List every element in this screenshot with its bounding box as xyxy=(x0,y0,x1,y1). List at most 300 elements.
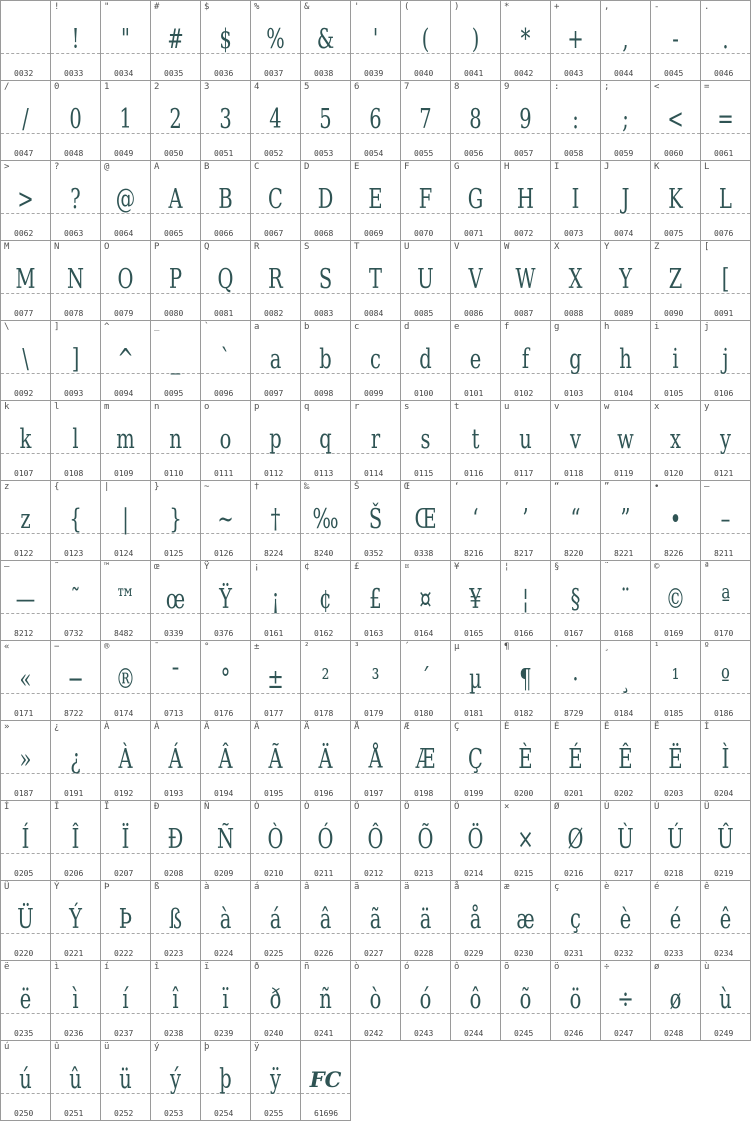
glyph-code: 0240 xyxy=(264,1029,284,1038)
glyph-cell xyxy=(251,561,301,641)
glyph-sample: » xyxy=(19,744,32,775)
glyph-label: ° xyxy=(204,642,210,652)
glyph-sample: J xyxy=(621,184,630,215)
glyph-cell xyxy=(651,241,701,321)
glyph-cell xyxy=(451,881,501,961)
glyph-code: 0033 xyxy=(64,69,84,78)
glyph-label: P xyxy=(154,242,160,252)
glyph-sample: — xyxy=(15,584,36,615)
glyph-sample: | xyxy=(122,504,129,535)
glyph-cell xyxy=(251,881,301,961)
glyph-code: 0223 xyxy=(164,949,184,958)
glyph-code: 0219 xyxy=(714,869,734,878)
glyph-cell xyxy=(1,241,51,321)
glyph-sample: ^ xyxy=(117,344,134,375)
glyph-sample: c xyxy=(370,344,381,375)
glyph-sample: % xyxy=(266,24,285,55)
glyph-cell xyxy=(151,1,201,81)
glyph-cell xyxy=(251,321,301,401)
glyph-cell xyxy=(101,881,151,961)
glyph-code: 0070 xyxy=(414,229,434,238)
glyph-code: 0168 xyxy=(614,629,634,638)
glyph-sample: ‘ xyxy=(472,504,479,535)
glyph-cell xyxy=(101,321,151,401)
glyph-code: 0236 xyxy=(64,1029,84,1038)
glyph-code: 0208 xyxy=(164,869,184,878)
glyph-sample: $ xyxy=(219,24,232,55)
glyph-sample: ñ xyxy=(319,984,332,1015)
glyph-label: Ê xyxy=(604,722,610,732)
glyph-sample: « xyxy=(19,664,32,695)
fc-logo-glyph: FC xyxy=(309,1067,342,1092)
glyph-cell xyxy=(651,881,701,961)
glyph-cell xyxy=(451,561,501,641)
glyph-code: 0165 xyxy=(464,629,484,638)
glyph-label: Ç xyxy=(454,722,460,732)
glyph-cell xyxy=(701,641,751,721)
glyph-label: ¢ xyxy=(304,562,310,572)
glyph-cell xyxy=(251,1,301,81)
glyph-cell xyxy=(601,561,651,641)
glyph-cell xyxy=(551,1,601,81)
glyph-sample: \ xyxy=(22,344,29,375)
glyph-code: 0080 xyxy=(164,309,184,318)
glyph-code: 8216 xyxy=(464,549,484,558)
glyph-cell xyxy=(601,321,651,401)
glyph-cell xyxy=(101,721,151,801)
glyph-cell xyxy=(551,641,601,721)
glyph-code: 0073 xyxy=(564,229,584,238)
glyph-label: ñ xyxy=(304,962,310,972)
glyph-sample: n xyxy=(169,424,182,455)
glyph-label: 2 xyxy=(154,82,160,92)
glyph-sample: 0 xyxy=(69,104,82,135)
glyph-label: ÷ xyxy=(604,962,610,972)
glyph-cell xyxy=(551,881,601,961)
glyph-sample: Ò xyxy=(267,824,284,855)
glyph-code: 0083 xyxy=(314,309,334,318)
glyph-sample: b xyxy=(319,344,332,375)
glyph-label: . xyxy=(704,2,710,12)
glyph-cell xyxy=(301,1041,351,1121)
glyph-sample: 2 xyxy=(169,104,182,135)
glyph-label: “ xyxy=(554,482,560,492)
glyph-cell xyxy=(451,161,501,241)
glyph-sample: Ö xyxy=(467,824,484,855)
glyph-cell xyxy=(601,641,651,721)
glyph-label: ã xyxy=(354,882,360,892)
glyph-sample: ˜ xyxy=(70,584,81,615)
glyph-label: 5 xyxy=(304,82,310,92)
glyph-sample: ô xyxy=(469,984,482,1015)
glyph-sample: Ú xyxy=(667,824,684,855)
glyph-code: 0210 xyxy=(264,869,284,878)
glyph-code: 0058 xyxy=(564,149,584,158)
glyph-sample: B xyxy=(218,184,233,215)
glyph-cell xyxy=(651,721,701,801)
glyph-cell xyxy=(201,561,251,641)
glyph-code: 0093 xyxy=(64,389,84,398)
glyph-code: 0243 xyxy=(414,1029,434,1038)
glyph-cell xyxy=(401,561,451,641)
glyph-code: 0121 xyxy=(714,469,734,478)
glyph-code: 0213 xyxy=(414,869,434,878)
glyph-sample: E xyxy=(368,184,383,215)
glyph-cell xyxy=(651,801,701,881)
glyph-cell xyxy=(651,81,701,161)
glyph-sample: Ä xyxy=(318,744,333,775)
glyph-code: 0233 xyxy=(664,949,684,958)
glyph-sample: ¤ xyxy=(419,584,432,615)
glyph-label: ô xyxy=(454,962,460,972)
glyph-code: 0352 xyxy=(364,549,384,558)
glyph-label: K xyxy=(654,162,660,172)
glyph-code: 8482 xyxy=(114,629,134,638)
glyph-code: 0185 xyxy=(664,709,684,718)
glyph-sample: y xyxy=(719,424,731,455)
glyph-label: u xyxy=(504,402,510,412)
glyph-label: Ä xyxy=(304,722,310,732)
glyph-cell xyxy=(451,401,501,481)
glyph-sample: Â xyxy=(218,744,233,775)
glyph-code: 0195 xyxy=(264,789,284,798)
glyph-cell xyxy=(51,721,101,801)
glyph-cell xyxy=(201,721,251,801)
glyph-sample: § xyxy=(570,584,581,615)
glyph-label: Ð xyxy=(154,802,160,812)
glyph-sample: − xyxy=(67,664,84,695)
glyph-sample: ; xyxy=(622,104,629,135)
glyph-sample: È xyxy=(518,744,533,775)
glyph-cell xyxy=(401,721,451,801)
glyph-cell xyxy=(201,961,251,1041)
glyph-cell xyxy=(301,81,351,161)
glyph-code: 0201 xyxy=(564,789,584,798)
glyph-cell xyxy=(301,801,351,881)
glyph-cell xyxy=(401,161,451,241)
glyph-code: 0248 xyxy=(664,1029,684,1038)
glyph-label: + xyxy=(554,2,560,12)
glyph-sample: R xyxy=(268,264,283,295)
glyph-label: w xyxy=(604,402,610,412)
glyph-code: 0046 xyxy=(714,69,734,78)
glyph-sample: á xyxy=(269,904,282,935)
glyph-sample: Í xyxy=(21,824,30,855)
glyph-sample: * xyxy=(520,24,531,55)
glyph-sample: ¦ xyxy=(522,584,529,615)
glyph-cell xyxy=(1,161,51,241)
glyph-code: 0197 xyxy=(364,789,384,798)
glyph-cell xyxy=(251,1041,301,1121)
glyph-label: i xyxy=(654,322,660,332)
glyph-sample: z xyxy=(20,504,31,535)
glyph-label: 6 xyxy=(354,82,360,92)
glyph-cell xyxy=(201,481,251,561)
glyph-code: 0169 xyxy=(664,629,684,638)
glyph-sample: X xyxy=(568,264,583,295)
glyph-sample: æ xyxy=(516,904,535,935)
glyph-cell xyxy=(101,1041,151,1121)
glyph-code: 0040 xyxy=(414,69,434,78)
glyph-label: ï xyxy=(204,962,210,972)
glyph-code: 0054 xyxy=(364,149,384,158)
glyph-label: Ñ xyxy=(204,802,210,812)
glyph-sample: û xyxy=(69,1064,82,1095)
glyph-label: ú xyxy=(4,1042,10,1052)
glyph-code: 0217 xyxy=(614,869,634,878)
glyph-label: ' xyxy=(354,2,360,12)
glyph-label: Ý xyxy=(54,882,60,892)
glyph-code: 0068 xyxy=(314,229,334,238)
glyph-cell xyxy=(651,641,701,721)
glyph-code: 0171 xyxy=(14,709,34,718)
glyph-cell xyxy=(551,81,601,161)
glyph-label: # xyxy=(154,2,160,12)
glyph-cell xyxy=(601,881,651,961)
glyph-cell xyxy=(601,481,651,561)
glyph-cell xyxy=(401,881,451,961)
glyph-label: $ xyxy=(204,2,210,12)
glyph-cell xyxy=(351,241,401,321)
glyph-sample: ' xyxy=(372,24,379,55)
glyph-label: k xyxy=(4,402,10,412)
glyph-label: ` xyxy=(204,322,210,332)
glyph-cell xyxy=(151,161,201,241)
glyph-label: r xyxy=(354,402,360,412)
glyph-code: 0032 xyxy=(14,69,34,78)
glyph-label: Û xyxy=(704,802,710,812)
glyph-cell xyxy=(51,241,101,321)
glyph-sample: t xyxy=(471,424,480,455)
glyph-sample: ³ xyxy=(371,664,380,695)
glyph-code: 0064 xyxy=(114,229,134,238)
glyph-label: > xyxy=(4,162,10,172)
glyph-label: Î xyxy=(54,802,60,812)
glyph-sample: ò xyxy=(369,984,382,1015)
glyph-cell xyxy=(201,241,251,321)
glyph-cell xyxy=(701,881,751,961)
glyph-code: 0241 xyxy=(314,1029,334,1038)
glyph-code: 8212 xyxy=(14,629,34,638)
glyph-cell xyxy=(701,721,751,801)
glyph-label: í xyxy=(104,962,110,972)
glyph-code: 0115 xyxy=(414,469,434,478)
glyph-sample: { xyxy=(69,504,82,535)
glyph-sample: " xyxy=(121,24,130,55)
glyph-sample: 7 xyxy=(419,104,432,135)
glyph-sample: ù xyxy=(719,984,732,1015)
glyph-sample: m xyxy=(116,424,135,455)
glyph-sample: Å xyxy=(368,744,383,775)
glyph-code: 0227 xyxy=(364,949,384,958)
glyph-code: 0238 xyxy=(164,1029,184,1038)
glyph-label: ‘ xyxy=(454,482,460,492)
glyph-label: Ã xyxy=(254,722,260,732)
glyph-cell xyxy=(251,801,301,881)
glyph-code: 0237 xyxy=(114,1029,134,1038)
glyph-cell xyxy=(151,321,201,401)
glyph-label: å xyxy=(454,882,460,892)
glyph-sample: , xyxy=(622,24,629,55)
glyph-code: 0103 xyxy=(564,389,584,398)
glyph-label: Þ xyxy=(104,882,110,892)
glyph-code: 0067 xyxy=(264,229,284,238)
glyph-label: v xyxy=(554,402,560,412)
glyph-code: 0181 xyxy=(464,709,484,718)
glyph-sample: ” xyxy=(620,504,631,535)
glyph-label: õ xyxy=(504,962,510,972)
glyph-label: Ú xyxy=(654,802,660,812)
glyph-code: 0252 xyxy=(114,1109,134,1118)
glyph-cell xyxy=(401,1,451,81)
glyph-cell xyxy=(451,641,501,721)
glyph-label: Õ xyxy=(404,802,410,812)
glyph-cell xyxy=(1,481,51,561)
glyph-code: 0177 xyxy=(264,709,284,718)
glyph-label: â xyxy=(304,882,310,892)
glyph-label: é xyxy=(654,882,660,892)
glyph-label: g xyxy=(554,322,560,332)
glyph-label: H xyxy=(504,162,510,172)
glyph-sample: ¢ xyxy=(319,584,332,615)
glyph-sample: Ï xyxy=(121,824,130,855)
glyph-code: 0069 xyxy=(364,229,384,238)
glyph-label: Ù xyxy=(604,802,610,812)
glyph-code: 0035 xyxy=(164,69,184,78)
glyph-code: 8729 xyxy=(564,709,584,718)
glyph-label: ˜ xyxy=(54,562,60,572)
glyph-sample: ï xyxy=(222,984,229,1015)
glyph-code: 0104 xyxy=(614,389,634,398)
glyph-label: ¸ xyxy=(604,642,610,652)
glyph-code: 0246 xyxy=(564,1029,584,1038)
glyph-label: ) xyxy=(454,2,460,12)
glyph-code: 0732 xyxy=(64,629,84,638)
glyph-sample: Æ xyxy=(415,744,436,775)
glyph-sample: ª xyxy=(720,584,731,615)
glyph-label: 8 xyxy=(454,82,460,92)
glyph-sample: å xyxy=(469,904,482,935)
glyph-code: 0101 xyxy=(464,389,484,398)
glyph-label: ´ xyxy=(404,642,410,652)
glyph-cell xyxy=(251,481,301,561)
glyph-code: 0125 xyxy=(164,549,184,558)
glyph-sample: @ xyxy=(115,184,136,215)
glyph-sample: Ü xyxy=(17,904,34,935)
glyph-sample: ® xyxy=(115,664,136,695)
glyph-code: 0090 xyxy=(664,309,684,318)
glyph-cell xyxy=(1,881,51,961)
glyph-sample: N xyxy=(66,264,85,295)
glyph-code: 0089 xyxy=(614,309,634,318)
glyph-label: < xyxy=(654,82,660,92)
glyph-code: 0220 xyxy=(14,949,34,958)
glyph-cell xyxy=(201,81,251,161)
glyph-label: a xyxy=(254,322,260,332)
glyph-cell xyxy=(501,401,551,481)
glyph-code: 0224 xyxy=(214,949,234,958)
glyph-cell xyxy=(101,401,151,481)
glyph-label: N xyxy=(54,242,60,252)
glyph-label: 1 xyxy=(104,82,110,92)
glyph-label: G xyxy=(454,162,460,172)
glyph-sample: 3 xyxy=(219,104,232,135)
glyph-cell xyxy=(251,961,301,1041)
glyph-sample: o xyxy=(219,424,232,455)
glyph-code: 0044 xyxy=(614,69,634,78)
glyph-cell xyxy=(1,1041,51,1121)
glyph-sample: ø xyxy=(669,984,682,1015)
glyph-label: * xyxy=(504,2,510,12)
glyph-code: 0122 xyxy=(14,549,34,558)
glyph-cell xyxy=(601,81,651,161)
glyph-code: 0199 xyxy=(464,789,484,798)
glyph-sample: “ xyxy=(570,504,581,535)
glyph-cell xyxy=(301,641,351,721)
glyph-label: z xyxy=(4,482,10,492)
glyph-label: s xyxy=(404,402,410,412)
glyph-sample: Û xyxy=(717,824,734,855)
glyph-cell xyxy=(401,241,451,321)
glyph-label: ~ xyxy=(204,482,210,492)
glyph-code: 0111 xyxy=(214,469,234,478)
glyph-sample: : xyxy=(572,104,579,135)
glyph-code: 0072 xyxy=(514,229,534,238)
glyph-cell xyxy=(701,321,751,401)
glyph-label: X xyxy=(554,242,560,252)
glyph-cell xyxy=(1,321,51,401)
glyph-label: d xyxy=(404,322,410,332)
glyph-cell xyxy=(601,161,651,241)
glyph-code: 0092 xyxy=(14,389,34,398)
glyph-label: É xyxy=(554,722,560,732)
glyph-code: 0249 xyxy=(714,1029,734,1038)
glyph-label: º xyxy=(704,642,710,652)
glyph-cell xyxy=(301,961,351,1041)
glyph-code: 0235 xyxy=(14,1029,34,1038)
glyph-sample: [ xyxy=(721,264,730,295)
glyph-cell xyxy=(51,561,101,641)
glyph-label: b xyxy=(304,322,310,332)
glyph-sample: ‰ xyxy=(312,504,339,535)
glyph-cell xyxy=(501,801,551,881)
glyph-cell xyxy=(151,881,201,961)
glyph-code: 0047 xyxy=(14,149,34,158)
glyph-label: ¡ xyxy=(254,562,260,572)
glyph-label: À xyxy=(104,722,110,732)
glyph-cell xyxy=(701,561,751,641)
glyph-label: ¦ xyxy=(504,562,510,572)
glyph-cell xyxy=(201,801,251,881)
glyph-label: Ó xyxy=(304,802,310,812)
glyph-sample: é xyxy=(669,904,682,935)
glyph-label: Ò xyxy=(254,802,260,812)
glyph-cell xyxy=(501,961,551,1041)
glyph-sample: l xyxy=(72,424,79,455)
glyph-code: 0084 xyxy=(364,309,384,318)
glyph-sample: 1 xyxy=(119,104,132,135)
glyph-sample: L xyxy=(719,184,732,215)
glyph-code: 0043 xyxy=(564,69,584,78)
glyph-code: 0094 xyxy=(114,389,134,398)
glyph-label: û xyxy=(54,1042,60,1052)
glyph-code: 0034 xyxy=(114,69,134,78)
glyph-label: ( xyxy=(404,2,410,12)
glyph-code: 0087 xyxy=(514,309,534,318)
glyph-sample: W xyxy=(515,264,536,295)
glyph-sample: õ xyxy=(519,984,532,1015)
glyph-cell xyxy=(1,801,51,881)
